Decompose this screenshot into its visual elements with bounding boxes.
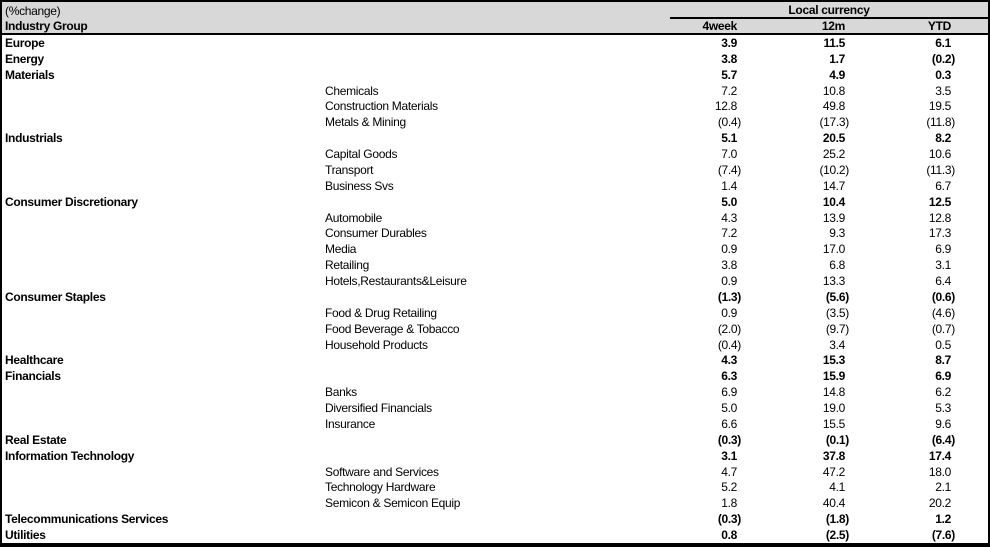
value-text: 15.9 xyxy=(822,369,845,384)
row-label: Diversified Financials xyxy=(325,401,432,416)
value-YTD xyxy=(855,131,988,145)
value-12m xyxy=(760,195,855,209)
value-YTD xyxy=(855,528,988,542)
value-4week xyxy=(670,512,760,526)
value-text: 6.9 xyxy=(935,242,951,257)
row-label: Europe xyxy=(5,35,45,50)
value-4week xyxy=(670,84,760,98)
table-row xyxy=(2,194,988,210)
value-4week xyxy=(670,52,760,66)
value-12m xyxy=(760,496,855,510)
row-label: Metals & Mining xyxy=(325,115,406,130)
value-text: 4.1 xyxy=(829,480,845,495)
value-YTD xyxy=(855,179,988,193)
row-label: Hotels,Restaurants&Leisure xyxy=(325,274,467,289)
value-12m xyxy=(760,338,855,352)
value-text: (5.6) xyxy=(825,289,849,304)
value-12m xyxy=(760,68,855,82)
value-12m xyxy=(760,385,855,399)
value-12m xyxy=(760,179,855,193)
value-4week xyxy=(670,480,760,494)
value-text: 3.1 xyxy=(721,448,737,463)
value-12m xyxy=(760,306,855,320)
value-12m xyxy=(760,163,855,177)
table-row xyxy=(2,210,988,226)
value-4week xyxy=(670,68,760,82)
value-12m xyxy=(760,290,855,304)
value-12m xyxy=(760,417,855,431)
value-12m xyxy=(760,480,855,494)
value-4week xyxy=(670,465,760,479)
row-label: Telecommunications Services xyxy=(5,512,169,527)
value-YTD xyxy=(855,385,988,399)
value-text: 1.8 xyxy=(721,496,737,511)
local-currency-label: Local currency xyxy=(788,2,870,17)
value-text: (0.3) xyxy=(717,432,741,447)
value-YTD xyxy=(855,401,988,415)
value-YTD xyxy=(855,258,988,272)
value-12m xyxy=(760,99,855,113)
row-label: Banks xyxy=(325,385,357,400)
value-text: 6.9 xyxy=(721,385,737,400)
table-row xyxy=(2,368,988,384)
value-4week xyxy=(670,147,760,161)
table-row xyxy=(2,305,988,321)
value-text: 6.9 xyxy=(935,369,951,384)
value-text: (2.5) xyxy=(825,528,849,543)
value-text: 8.7 xyxy=(935,353,951,368)
table-row xyxy=(2,353,988,369)
row-label: Utilities xyxy=(5,528,46,543)
value-text: 17.0 xyxy=(822,242,845,257)
value-text: 0.9 xyxy=(721,242,737,257)
table-row xyxy=(2,114,988,130)
value-text: 15.5 xyxy=(822,416,845,431)
table-row xyxy=(2,257,988,273)
value-12m xyxy=(760,242,855,256)
value-text: 6.1 xyxy=(935,35,951,50)
value-text: (7.6) xyxy=(931,528,955,543)
value-12m xyxy=(760,449,855,463)
value-4week xyxy=(670,131,760,145)
table-row xyxy=(2,178,988,194)
value-text: 9.6 xyxy=(935,416,951,431)
table-row xyxy=(2,480,988,496)
value-text: (0.6) xyxy=(931,289,955,304)
table-row xyxy=(2,226,988,242)
value-text: 7.2 xyxy=(721,226,737,241)
value-4week xyxy=(670,163,760,177)
value-text: 3.9 xyxy=(721,35,737,50)
table-row xyxy=(2,146,988,162)
value-text: (17.3) xyxy=(819,115,849,130)
value-text: 17.4 xyxy=(928,448,951,463)
value-text: 6.8 xyxy=(829,258,845,273)
row-label: Business Svs xyxy=(325,178,394,193)
table-body xyxy=(2,35,988,543)
column-header-12m xyxy=(760,19,855,33)
value-4week xyxy=(670,306,760,320)
row-label: Energy xyxy=(5,51,44,66)
value-12m xyxy=(760,211,855,225)
table-row xyxy=(2,432,988,448)
value-text: 14.8 xyxy=(822,385,845,400)
row-label: Chemicals xyxy=(325,83,379,98)
table-row xyxy=(2,448,988,464)
value-12m xyxy=(760,369,855,383)
row-label: Consumer Staples xyxy=(5,289,106,304)
value-12m xyxy=(760,226,855,240)
value-YTD xyxy=(855,163,988,177)
value-text: 6.7 xyxy=(935,178,951,193)
value-text: 37.8 xyxy=(822,448,845,463)
value-YTD xyxy=(855,417,988,431)
value-YTD xyxy=(855,449,988,463)
value-text: 18.0 xyxy=(928,464,951,479)
value-12m xyxy=(760,401,855,415)
value-4week xyxy=(670,401,760,415)
value-text: 12.8 xyxy=(928,210,951,225)
value-text: 4.9 xyxy=(829,67,845,82)
row-label: Materials xyxy=(5,67,55,82)
value-text: (0.7) xyxy=(931,321,955,336)
value-text: 5.0 xyxy=(721,194,737,209)
table-row xyxy=(2,51,988,67)
value-4week xyxy=(670,195,760,209)
column-header-4week-label: 4week xyxy=(702,19,737,33)
row-label: Transport xyxy=(325,162,374,177)
value-text: 5.1 xyxy=(721,131,737,146)
table-row xyxy=(2,67,988,83)
value-text: 6.4 xyxy=(935,274,951,289)
value-text: 47.2 xyxy=(822,464,845,479)
value-text: 7.2 xyxy=(721,83,737,98)
row-label: Household Products xyxy=(325,337,428,352)
value-text: 7.0 xyxy=(721,147,737,162)
value-12m xyxy=(760,322,855,336)
value-4week xyxy=(670,385,760,399)
value-4week xyxy=(670,274,760,288)
value-text: 25.2 xyxy=(822,147,845,162)
value-text: (9.7) xyxy=(825,321,849,336)
local-currency-group-header xyxy=(670,2,988,19)
value-YTD xyxy=(855,322,988,336)
value-text: 10.8 xyxy=(822,83,845,98)
value-text: 4.3 xyxy=(721,210,737,225)
value-12m xyxy=(760,258,855,272)
value-text: 17.3 xyxy=(928,226,951,241)
value-YTD xyxy=(855,99,988,113)
value-4week xyxy=(670,449,760,463)
row-label: Food & Drug Retailing xyxy=(325,305,437,320)
value-4week xyxy=(670,211,760,225)
table-row xyxy=(2,273,988,289)
value-4week xyxy=(670,258,760,272)
value-12m xyxy=(760,131,855,145)
value-text: 0.9 xyxy=(721,305,737,320)
value-YTD xyxy=(855,480,988,494)
table-row xyxy=(2,464,988,480)
value-text: 3.8 xyxy=(721,51,737,66)
value-text: 1.4 xyxy=(721,178,737,193)
value-YTD xyxy=(855,195,988,209)
value-12m xyxy=(760,84,855,98)
value-text: 10.6 xyxy=(928,147,951,162)
row-label: Consumer Durables xyxy=(325,226,427,241)
row-label: Media xyxy=(325,242,357,257)
column-header-ytd xyxy=(855,19,988,33)
value-12m xyxy=(760,147,855,161)
value-text: 9.3 xyxy=(829,226,845,241)
row-label: Retailing xyxy=(325,258,369,273)
value-12m xyxy=(760,433,855,447)
value-text: (6.4) xyxy=(931,432,955,447)
value-text: 12.5 xyxy=(928,194,951,209)
header-row-columns xyxy=(2,19,988,33)
value-4week xyxy=(670,322,760,336)
value-4week xyxy=(670,417,760,431)
industry-group-column-header: Industry Group xyxy=(5,19,88,33)
value-YTD xyxy=(855,353,988,367)
value-text: (1.8) xyxy=(825,512,849,527)
value-text: (10.2) xyxy=(819,162,849,177)
value-text: 5.0 xyxy=(721,401,737,416)
value-text: 5.7 xyxy=(721,67,737,82)
value-text: 13.9 xyxy=(822,210,845,225)
value-text: 14.7 xyxy=(822,178,845,193)
value-4week xyxy=(670,353,760,367)
value-text: (0.1) xyxy=(825,432,849,447)
table-row xyxy=(2,527,988,543)
value-text: 49.8 xyxy=(822,99,845,114)
value-4week xyxy=(670,338,760,352)
row-label: Insurance xyxy=(325,416,375,431)
value-text: (4.6) xyxy=(931,305,955,320)
table-row xyxy=(2,400,988,416)
column-header-ytd-label: YTD xyxy=(927,19,951,33)
value-text: 12.8 xyxy=(714,99,737,114)
row-label: Information Technology xyxy=(5,448,135,463)
value-text: 1.2 xyxy=(935,512,951,527)
value-text: (0.4) xyxy=(717,115,741,130)
row-label: Healthcare xyxy=(5,353,64,368)
table-row xyxy=(2,99,988,115)
value-text: 4.3 xyxy=(721,353,737,368)
value-12m xyxy=(760,115,855,129)
percent-change-label: (%change) xyxy=(5,3,61,18)
value-YTD xyxy=(855,36,988,50)
table-row xyxy=(2,35,988,51)
row-label: Automobile xyxy=(325,210,383,225)
value-YTD xyxy=(855,211,988,225)
value-YTD xyxy=(855,306,988,320)
row-label: Technology Hardware xyxy=(325,480,436,495)
value-text: 6.2 xyxy=(935,385,951,400)
value-4week xyxy=(670,496,760,510)
value-YTD xyxy=(855,369,988,383)
value-text: 19.5 xyxy=(928,99,951,114)
header-row-currency xyxy=(2,2,988,19)
value-YTD xyxy=(855,84,988,98)
table-row xyxy=(2,495,988,511)
value-4week xyxy=(670,528,760,542)
value-text: 8.2 xyxy=(935,131,951,146)
table-row xyxy=(2,384,988,400)
value-text: 0.9 xyxy=(721,274,737,289)
value-text: (7.4) xyxy=(717,162,741,177)
value-YTD xyxy=(855,512,988,526)
value-4week xyxy=(670,226,760,240)
row-label: Industrials xyxy=(5,131,63,146)
column-header-4week xyxy=(670,19,760,33)
value-text: 15.3 xyxy=(822,353,845,368)
value-text: 20.2 xyxy=(928,496,951,511)
value-text: (11.3) xyxy=(926,162,955,177)
table-row xyxy=(2,337,988,353)
table-row xyxy=(2,162,988,178)
column-header-12m-label: 12m xyxy=(821,19,845,33)
value-12m xyxy=(760,52,855,66)
value-text: 3.4 xyxy=(829,337,845,352)
value-text: (11.8) xyxy=(926,115,955,130)
value-12m xyxy=(760,36,855,50)
value-text: (0.4) xyxy=(717,337,741,352)
value-YTD xyxy=(855,338,988,352)
value-text: 6.6 xyxy=(721,416,737,431)
value-text: 3.5 xyxy=(935,83,951,98)
value-text: 1.7 xyxy=(829,51,845,66)
value-4week xyxy=(670,290,760,304)
table-row xyxy=(2,241,988,257)
value-YTD xyxy=(855,52,988,66)
row-label: Software and Services xyxy=(325,464,439,479)
value-text: 5.2 xyxy=(721,480,737,495)
value-YTD xyxy=(855,465,988,479)
value-text: (3.5) xyxy=(825,305,849,320)
value-4week xyxy=(670,369,760,383)
value-12m xyxy=(760,274,855,288)
value-YTD xyxy=(855,433,988,447)
value-text: 40.4 xyxy=(822,496,845,511)
value-text: 11.5 xyxy=(823,35,845,50)
value-text: 20.5 xyxy=(822,131,845,146)
value-text: (2.0) xyxy=(717,321,741,336)
value-text: 3.8 xyxy=(721,258,737,273)
value-text: 3.1 xyxy=(935,258,951,273)
value-text: 0.3 xyxy=(935,67,951,82)
value-text: 6.3 xyxy=(721,369,737,384)
value-12m xyxy=(760,512,855,526)
table-row xyxy=(2,130,988,146)
value-text: 10.4 xyxy=(822,194,845,209)
value-text: 4.7 xyxy=(721,464,737,479)
row-label: Consumer Discretionary xyxy=(5,194,138,209)
value-YTD xyxy=(855,274,988,288)
value-text: (0.3) xyxy=(717,512,741,527)
value-text: (1.3) xyxy=(717,289,741,304)
value-text: 0.8 xyxy=(721,528,737,543)
value-YTD xyxy=(855,147,988,161)
table-header xyxy=(2,2,988,35)
value-text: (0.2) xyxy=(931,51,955,66)
value-4week xyxy=(670,115,760,129)
table-row xyxy=(2,511,988,527)
row-label: Construction Materials xyxy=(325,99,438,114)
value-YTD xyxy=(855,115,988,129)
row-label: Semicon & Semicon Equip xyxy=(325,496,461,511)
value-YTD xyxy=(855,68,988,82)
table-row xyxy=(2,83,988,99)
table-row xyxy=(2,416,988,432)
value-text: 2.1 xyxy=(935,480,951,495)
row-label: Real Estate xyxy=(5,432,67,447)
value-YTD xyxy=(855,496,988,510)
value-text: 0.5 xyxy=(935,337,951,352)
value-4week xyxy=(670,433,760,447)
value-12m xyxy=(760,465,855,479)
value-4week xyxy=(670,36,760,50)
table-row xyxy=(2,289,988,305)
value-text: 13.3 xyxy=(822,274,845,289)
value-YTD xyxy=(855,226,988,240)
value-12m xyxy=(760,353,855,367)
value-4week xyxy=(670,179,760,193)
row-label: Financials xyxy=(5,369,61,384)
row-label: Food Beverage & Tobacco xyxy=(325,321,460,336)
row-label: Capital Goods xyxy=(325,147,398,162)
value-text: 5.3 xyxy=(935,401,951,416)
table-row xyxy=(2,321,988,337)
value-4week xyxy=(670,99,760,113)
value-YTD xyxy=(855,242,988,256)
value-4week xyxy=(670,242,760,256)
value-text: 19.0 xyxy=(822,401,845,416)
value-YTD xyxy=(855,290,988,304)
value-12m xyxy=(760,528,855,542)
